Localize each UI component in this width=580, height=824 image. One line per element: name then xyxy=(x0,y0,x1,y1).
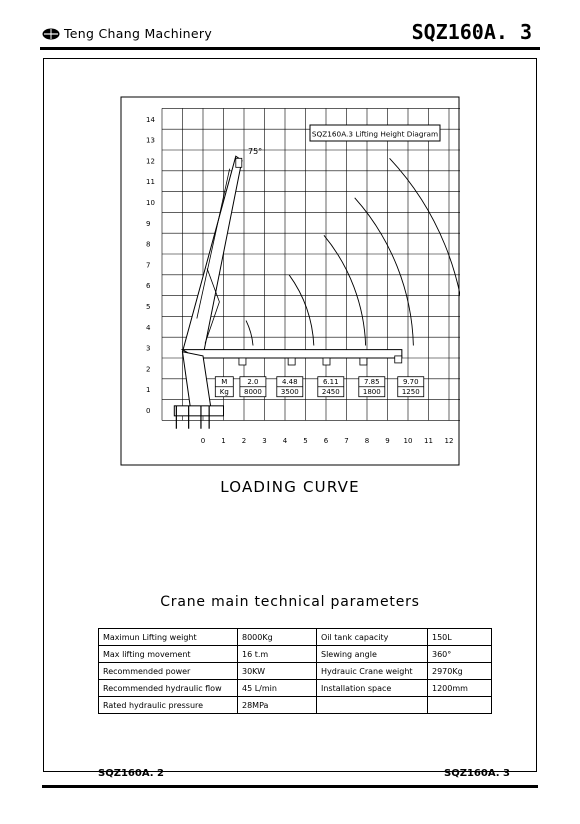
y-tick-label: 5 xyxy=(146,303,151,311)
load-table-header-label: Kg xyxy=(219,388,229,397)
param-value: 28MPa xyxy=(238,697,317,714)
param-value: 150L xyxy=(428,629,492,646)
param-label: Slewing angle xyxy=(317,646,428,663)
load-table-weight: 1800 xyxy=(362,388,381,397)
param-label: Maximun Lifting weight xyxy=(99,629,238,646)
load-table-radius: 2.0 xyxy=(247,378,259,387)
param-value: 2970Kg xyxy=(428,663,492,680)
x-tick-label: 9 xyxy=(385,437,390,445)
load-table-header-label: M xyxy=(221,378,228,387)
parameter-row xyxy=(99,663,492,680)
y-tick-label: 12 xyxy=(146,157,155,166)
param-label: Rated hydraulic pressure xyxy=(99,697,238,714)
load-table-radius: 7.85 xyxy=(364,378,380,387)
x-tick-label: 11 xyxy=(424,437,433,445)
parameter-row xyxy=(99,646,492,663)
company-logo-icon xyxy=(42,28,60,40)
parameters-title: Crane main technical parameters xyxy=(160,594,420,610)
company-name: Teng Chang Machinery xyxy=(64,26,213,41)
y-tick-label: 10 xyxy=(146,199,155,207)
x-tick-label: 1 xyxy=(221,437,226,445)
load-table-radius: 4.48 xyxy=(282,378,298,387)
boom-tip-hook xyxy=(236,158,242,167)
param-value: 30KW xyxy=(238,663,317,680)
load-table-weight: 2450 xyxy=(321,388,340,397)
x-tick-label: 10 xyxy=(403,437,413,445)
load-hook xyxy=(395,356,402,363)
x-tick-label: 7 xyxy=(344,437,349,445)
y-tick-label: 2 xyxy=(146,365,151,374)
load-hook xyxy=(288,358,295,365)
y-tick-label: 9 xyxy=(146,219,151,228)
y-tick-label: 11 xyxy=(146,178,155,187)
parameter-row xyxy=(99,680,492,697)
param-value: 360° xyxy=(428,646,492,663)
load-table-weight: 3500 xyxy=(280,388,299,397)
param-label: Recommended power xyxy=(99,663,238,680)
param-value xyxy=(428,697,492,714)
y-tick-label: 3 xyxy=(146,344,151,353)
x-tick-label: 4 xyxy=(282,437,288,445)
param-label: Oil tank capacity xyxy=(317,629,428,646)
y-tick-label: 14 xyxy=(146,115,155,124)
footer-right-model: SQZ160A. 3 xyxy=(444,768,510,779)
lifting-height-diagram xyxy=(120,96,460,466)
boom-horizontal xyxy=(183,350,402,358)
y-tick-label: 8 xyxy=(146,240,151,249)
y-tick-label: 6 xyxy=(146,282,151,291)
param-label: Hydrauic Crane weight xyxy=(317,663,428,680)
param-label xyxy=(317,697,428,714)
y-tick-label: 0 xyxy=(146,407,151,415)
param-label: Installation space xyxy=(317,680,428,697)
param-label: Recommended hydraulic flow xyxy=(99,680,238,697)
diagram-title-box xyxy=(310,125,440,141)
header-rule xyxy=(40,47,540,50)
x-tick-label: 6 xyxy=(323,437,329,445)
load-table-weight: 1250 xyxy=(401,388,420,397)
x-tick-label: 2 xyxy=(241,437,247,445)
load-hook xyxy=(239,358,246,365)
loading-curve-title: LOADING CURVE xyxy=(220,478,360,496)
parameter-row xyxy=(99,629,492,646)
x-tick-label: 5 xyxy=(303,437,308,445)
param-value: 1200mm xyxy=(428,680,492,697)
param-label: Max lifting movement xyxy=(99,646,238,663)
param-value: 8000Kg xyxy=(238,629,317,646)
footer-rule xyxy=(42,785,538,788)
load-table-radius: 6.11 xyxy=(323,378,339,387)
parameter-row xyxy=(99,697,492,714)
param-value: 45 L/min xyxy=(238,680,317,697)
param-value: 16 t.m xyxy=(238,646,317,663)
parameters-table xyxy=(98,628,492,714)
y-tick-label: 1 xyxy=(146,386,151,395)
y-tick-label: 13 xyxy=(146,136,155,145)
x-tick-label: 3 xyxy=(262,437,267,445)
header xyxy=(40,20,540,48)
x-tick-label: 8 xyxy=(364,437,370,445)
crane-base xyxy=(174,406,223,416)
y-tick-label: 7 xyxy=(146,261,151,270)
model-number: SQZ160A. 3 xyxy=(411,20,532,44)
diagram-title: SQZ160A.3 Lifting Height Diagram xyxy=(311,129,439,139)
boom-angle-label: 75° xyxy=(248,147,263,156)
load-hook xyxy=(360,358,367,365)
load-hook xyxy=(323,358,330,365)
y-tick-label: 4 xyxy=(146,323,151,332)
load-table-weight: 8000 xyxy=(243,388,262,397)
footer-left-model: SQZ160A. 2 xyxy=(98,768,164,779)
x-tick-label: 12 xyxy=(444,437,454,445)
load-table-radius: 9.70 xyxy=(402,378,419,387)
x-tick-label: 0 xyxy=(200,437,206,445)
